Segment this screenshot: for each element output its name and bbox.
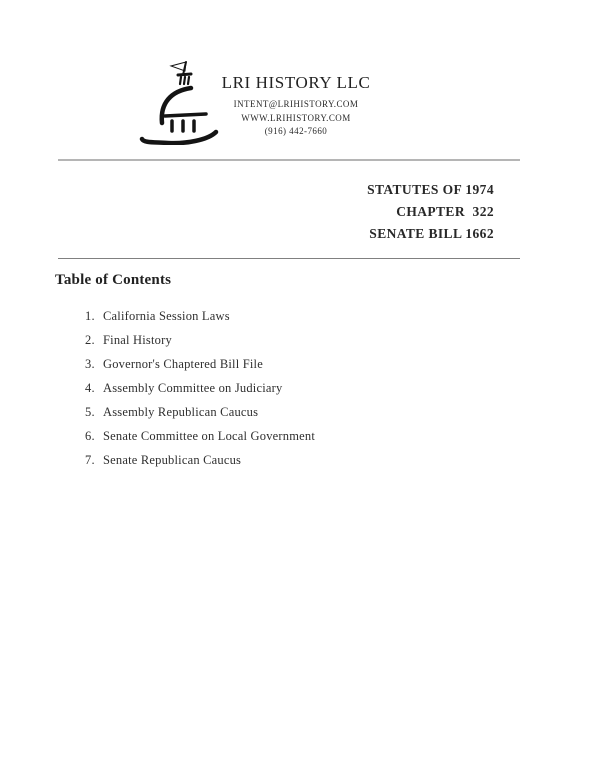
toc-item-label: Final History	[103, 333, 172, 347]
toc-item-assembly-committee-judiciary	[0, 376, 600, 400]
divider-top	[58, 159, 520, 161]
toc-item-assembly-republican-caucus	[0, 400, 600, 424]
toc-item-governors-chaptered-bill-file	[0, 352, 600, 376]
toc-item-california-session-laws	[0, 304, 600, 328]
company-name: LRI HISTORY LLC	[221, 73, 371, 92]
toc-item-number: 7.	[85, 453, 95, 467]
bill-header-statutes-line: STATUTES OF 1974	[367, 182, 494, 197]
toc-item-label: California Session Laws	[103, 309, 230, 323]
toc-item-number: 1.	[85, 309, 95, 323]
toc-item-number: 5.	[85, 405, 95, 419]
company-email: INTENT@LRIHISTORY.COM	[233, 99, 359, 109]
bill-header-chapter-line: CHAPTER 322	[396, 204, 494, 219]
toc-item-label: Senate Committee on Local Government	[103, 429, 316, 443]
toc-item-final-history	[0, 328, 600, 352]
toc-list	[0, 304, 600, 472]
toc-item-label: Assembly Committee on Judiciary	[103, 381, 283, 395]
company-website: WWW.LRIHISTORY.COM	[241, 113, 351, 123]
bill-header-senate-bill-line: SENATE BILL 1662	[369, 226, 494, 241]
toc-item-senate-republican-caucus	[0, 448, 600, 472]
toc-title: Table of Contents	[55, 272, 172, 288]
toc-item-number: 4.	[85, 381, 95, 395]
toc-item-number: 6.	[85, 429, 95, 443]
divider-bottom	[58, 258, 520, 259]
bill-header	[367, 179, 494, 245]
toc-item-number: 2.	[85, 333, 95, 347]
toc-item-label: Assembly Republican Caucus	[103, 405, 259, 419]
toc-item-label: Governor's Chaptered Bill File	[103, 357, 263, 371]
toc-item-number: 3.	[85, 357, 95, 371]
company-phone: (916) 442-7660	[264, 126, 328, 136]
toc-item-label: Senate Republican Caucus	[103, 453, 242, 467]
toc-item-senate-committee-local-government	[0, 424, 600, 448]
